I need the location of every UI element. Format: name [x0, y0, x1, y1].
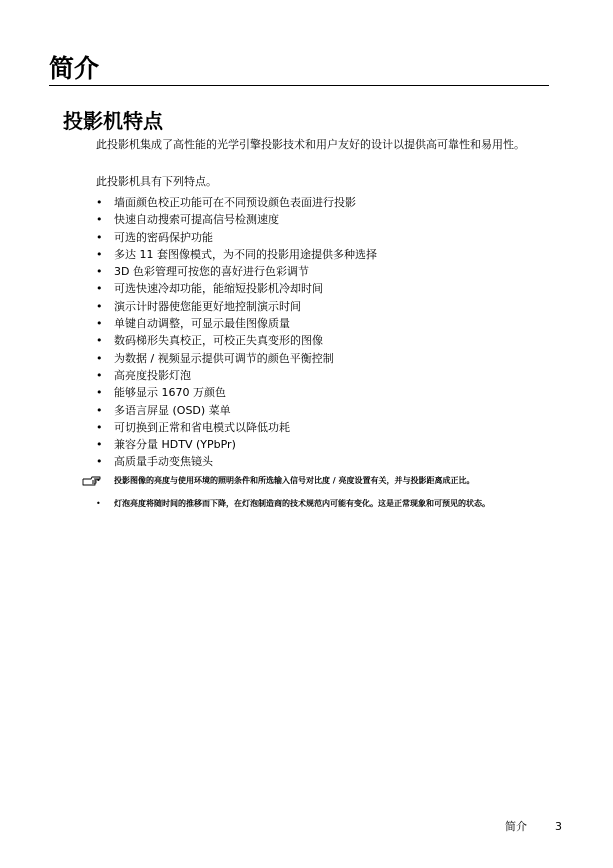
feature-item: • 可切换到正常和省电模式以降低功耗 — [96, 419, 377, 436]
note-item: • 灯泡亮度将随时间的推移而下降，在灯泡制造商的技术规范内可能有变化。这是正常现象和可预见的状态。 — [96, 497, 548, 510]
section-heading: 投影机特点 — [63, 109, 163, 133]
feature-item: • 墙面颜色校正功能可在不同预设颜色表面进行投影 — [96, 194, 377, 211]
feature-list — [96, 194, 377, 471]
feature-item: • 单键自动调整，可显示最佳图像质量 — [96, 315, 377, 332]
feature-item: • 高质量手动变焦镜头 — [96, 453, 377, 470]
feature-lead-text: 此投影机具有下列特点。 — [96, 175, 217, 188]
feature-item: • 3D 色彩管理可按您的喜好进行色彩调节 — [96, 263, 377, 280]
note-item: • 投影图像的亮度与使用环境的照明条件和所选输入信号对比度 / 亮度设置有关，并与投影距离成正比。 — [96, 474, 548, 487]
feature-item: • 多达 11 套图像模式，为不同的投影用途提供多种选择 — [96, 246, 377, 263]
feature-item: • 可选快速冷却功能，能缩短投影机冷却时间 — [96, 280, 377, 297]
feature-item: • 兼容分量 HDTV (YPbPr) — [96, 436, 377, 453]
note-list — [96, 474, 548, 520]
page-number: 3 — [555, 820, 562, 833]
intro-paragraph: 此投影机集成了高性能的光学引擎投影技术和用户友好的设计以提供高可靠性和易用性。 — [96, 138, 525, 151]
feature-item: • 演示计时器使您能更好地控制演示时间 — [96, 298, 377, 315]
feature-item: • 能够显示 1670 万颜色 — [96, 384, 377, 401]
feature-item: • 快速自动搜索可提高信号检测速度 — [96, 211, 377, 228]
feature-item: • 高亮度投影灯泡 — [96, 367, 377, 384]
feature-item: • 可选的密码保护功能 — [96, 229, 377, 246]
footer-chapter-label: 简介 — [505, 820, 527, 833]
feature-item: • 数码梯形失真校正，可校正失真变形的图像 — [96, 332, 377, 349]
chapter-title: 简介 — [49, 54, 100, 83]
feature-item: • 多语言屏显 (OSD) 菜单 — [96, 402, 377, 419]
feature-item: • 为数据 / 视频显示提供可调节的颜色平衡控制 — [96, 350, 377, 367]
chapter-title-rule — [49, 85, 549, 86]
